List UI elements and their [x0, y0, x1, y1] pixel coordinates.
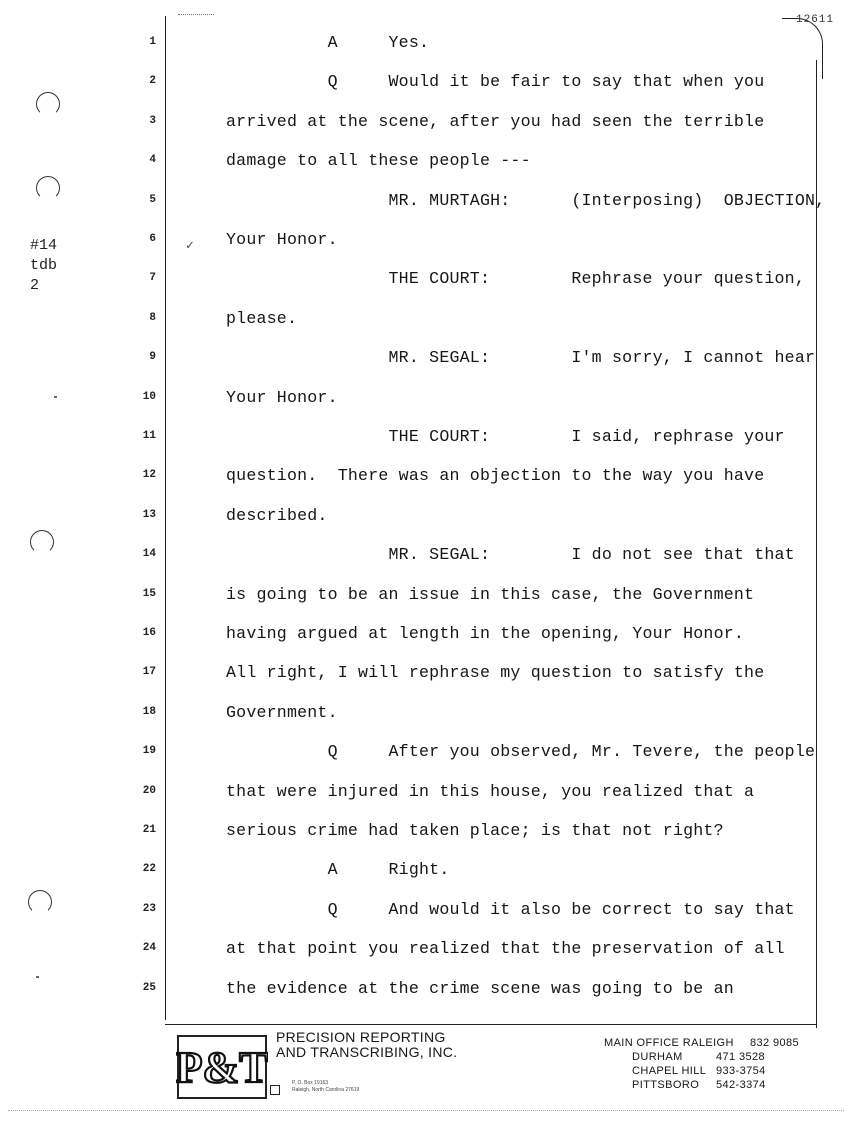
- transcript-line: MR. SEGAL: I'm sorry, I cannot hear: [226, 348, 816, 368]
- company-logo: [176, 1032, 268, 1100]
- line-number: 15: [142, 587, 156, 600]
- left-margin-line: [165, 16, 166, 1020]
- transcript-line: Government.: [226, 702, 338, 722]
- line-number: 4: [149, 154, 156, 167]
- line-number: 6: [149, 233, 156, 245]
- company-line: AND TRANSCRIBING, INC.: [276, 1044, 458, 1060]
- line-number: 20: [142, 784, 156, 797]
- check-mark-icon: ✓: [186, 238, 194, 253]
- line-number: 13: [142, 508, 156, 521]
- office-city: CHAPEL HILL: [632, 1065, 707, 1077]
- transcript-line: MR. SEGAL: I do not see that that: [226, 545, 795, 565]
- office-city: DURHAM: [632, 1051, 683, 1063]
- transcript-line: A Yes.: [226, 33, 430, 52]
- margin-note-line: tdb: [30, 257, 58, 274]
- line-number: 21: [142, 824, 156, 836]
- transcript-line: Q After you observed, Mr. Tevere, the people: [226, 742, 816, 762]
- transcript-line: THE COURT: Rephrase your question,: [226, 269, 805, 289]
- line-number: 23: [142, 902, 156, 915]
- binder-hole-mark: [36, 92, 60, 116]
- logo-box-mark: [270, 1085, 280, 1095]
- transcript-line: Your Honor.: [226, 387, 338, 407]
- transcript-line: at that point you realized that the preservation of all: [226, 939, 785, 959]
- scan-edge: [8, 1110, 844, 1111]
- stray-mark: [54, 396, 57, 398]
- line-number: 18: [142, 705, 156, 718]
- transcript-line: serious crime had taken place; is that not right?: [226, 821, 724, 840]
- transcript-line: that were injured in this house, you realized that a: [226, 781, 755, 801]
- line-number: 14: [142, 548, 156, 561]
- office-city: PITTSBORO: [632, 1079, 700, 1091]
- transcript-line: the evidence at the crime scene was going to be an: [226, 978, 734, 998]
- line-number: 22: [142, 863, 156, 876]
- transcript-line: having argued at length in the opening, Your Honor.: [226, 624, 745, 643]
- transcript-line: question. There was an objection to the way you have: [226, 466, 765, 486]
- company-line: PRECISION REPORTING: [276, 1029, 446, 1045]
- transcript-line: A Right.: [226, 860, 450, 880]
- office-phone: 832 9085: [750, 1037, 800, 1049]
- company-address: [292, 1080, 359, 1094]
- transcript-line: described.: [226, 505, 328, 525]
- line-number: 3: [149, 114, 156, 127]
- address-line: Raleigh, North Carolina 27619: [292, 1087, 360, 1093]
- line-number: 2: [149, 75, 156, 88]
- line-number: 9: [149, 351, 156, 364]
- office-phone: 933-3754: [716, 1065, 766, 1077]
- transcript-line: MR. MURTAGH: (Interposing) OBJECTION,: [226, 190, 826, 210]
- margin-note-line: #14: [30, 237, 58, 254]
- line-number: 10: [142, 390, 156, 403]
- line-number: 17: [142, 666, 156, 679]
- margin-note-line: 2: [30, 277, 40, 294]
- bottom-border-line: [165, 1024, 817, 1025]
- line-number: 25: [142, 981, 156, 994]
- line-number: 12: [142, 469, 156, 482]
- transcript-line: Q Would it be fair to say that when you: [226, 72, 765, 92]
- company-name: [276, 1030, 457, 1060]
- line-number: 24: [142, 942, 156, 955]
- line-number: 8: [149, 311, 156, 324]
- transcript-line: Q And would it also be correct to say that: [226, 899, 795, 919]
- line-number: 1: [149, 36, 156, 48]
- margin-note: [30, 236, 57, 296]
- line-number: 7: [149, 272, 156, 285]
- line-number: 19: [142, 745, 156, 758]
- transcript-line: arrived at the scene, after you had seen the terrible: [226, 111, 765, 131]
- transcript-line: damage to all these people ---: [226, 151, 531, 171]
- line-number: 16: [142, 627, 156, 639]
- address-line: P. O. Box 19163: [292, 1080, 329, 1086]
- transcript-line: All right, I will rephrase my question to satisfy the: [226, 663, 765, 683]
- transcript-line: please.: [226, 308, 298, 328]
- stray-mark: [36, 976, 39, 978]
- binder-hole-mark: [36, 176, 60, 200]
- page-number: 12611: [796, 14, 835, 26]
- office-city: MAIN OFFICE RALEIGH: [604, 1037, 734, 1049]
- office-phone: 471 3528: [716, 1051, 766, 1063]
- logo-text: P&T: [176, 1043, 268, 1092]
- binder-hole-mark: [30, 530, 54, 554]
- line-number: 5: [149, 193, 156, 206]
- line-number: 11: [142, 430, 156, 442]
- transcript-line: Your Honor.: [226, 230, 338, 249]
- scan-dots: [178, 14, 214, 15]
- transcript-line: is going to be an issue in this case, the Government: [226, 584, 755, 604]
- binder-hole-mark: [28, 890, 52, 914]
- transcript-line: THE COURT: I said, rephrase your: [226, 427, 785, 446]
- office-phone: 542-3374: [716, 1079, 766, 1091]
